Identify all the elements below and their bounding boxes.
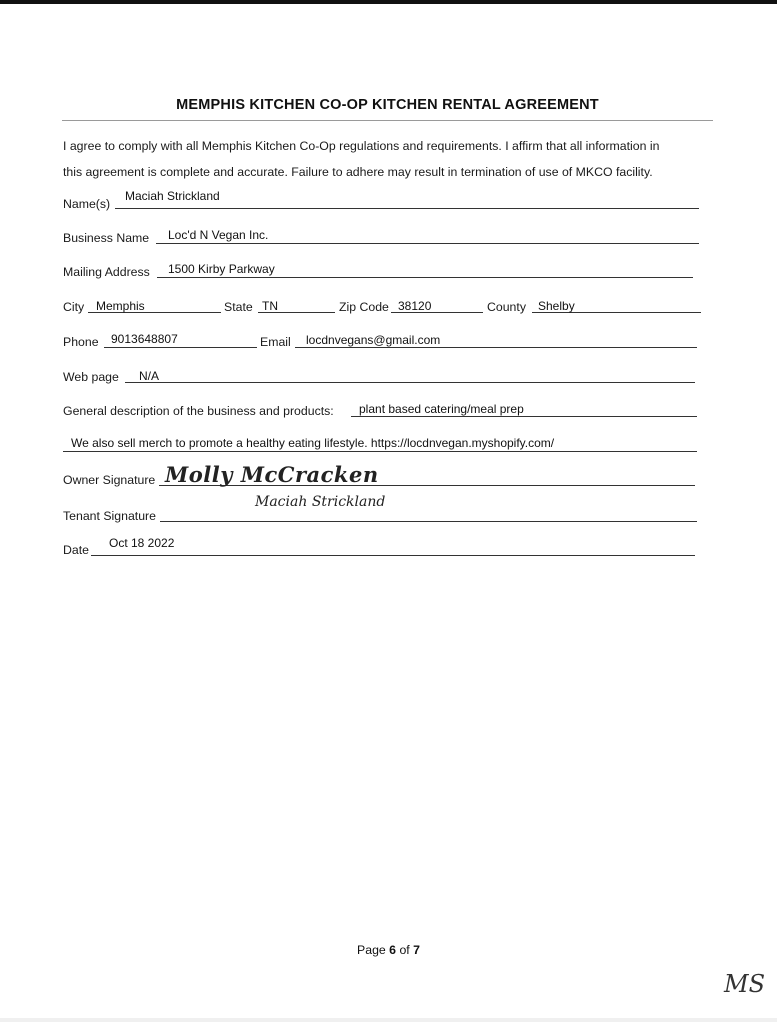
page-number xyxy=(0,943,777,957)
date-row xyxy=(63,536,713,562)
state-label: State xyxy=(224,300,253,314)
owner-signature[interactable]: Molly McCracken xyxy=(165,462,379,487)
tenant-signature-row xyxy=(63,494,713,528)
email-value[interactable]: locdnvegans@gmail.com xyxy=(306,333,441,347)
names-value[interactable]: Maciah Strickland xyxy=(125,189,220,203)
email-line xyxy=(295,347,697,348)
description-continued-row xyxy=(63,435,713,457)
description-value[interactable]: plant based catering/meal prep xyxy=(359,402,524,416)
phone-label: Phone xyxy=(63,335,99,349)
names-line xyxy=(115,208,699,209)
web-line xyxy=(125,382,695,383)
zip-value[interactable]: 38120 xyxy=(398,299,432,313)
zip-label: Zip Code xyxy=(339,300,389,314)
handwritten-initials: MS xyxy=(724,970,766,998)
business-row xyxy=(63,228,713,250)
document-title: MEMPHIS KITCHEN CO-OP KITCHEN RENTAL AGREEMENT xyxy=(176,97,599,113)
title-divider xyxy=(62,120,713,121)
description-row xyxy=(63,401,713,423)
page-of: of xyxy=(399,943,410,957)
tenant-signature-label: Tenant Signature xyxy=(63,509,156,523)
description-line xyxy=(351,416,697,417)
county-label: County xyxy=(487,300,526,314)
state-value[interactable]: TN xyxy=(262,299,278,313)
agreement-intro xyxy=(63,133,713,185)
web-value[interactable]: N/A xyxy=(139,369,160,383)
mailing-value[interactable]: 1500 Kirby Parkway xyxy=(168,262,275,276)
date-line xyxy=(91,555,695,556)
tenant-signature[interactable]: Maciah Strickland xyxy=(255,494,386,510)
mailing-row xyxy=(63,262,713,284)
page-prefix: Page xyxy=(357,943,386,957)
city-label: City xyxy=(63,300,85,314)
date-value[interactable]: Oct 18 2022 xyxy=(109,536,175,550)
top-edge-bar xyxy=(0,0,777,4)
address-details-row xyxy=(63,297,713,319)
names-label: Name(s) xyxy=(63,197,111,211)
names-row xyxy=(63,189,713,216)
phone-line xyxy=(104,347,257,348)
mailing-label: Mailing Address xyxy=(63,265,150,279)
contact-row xyxy=(63,332,713,354)
phone-value[interactable]: 9013648807 xyxy=(111,332,178,346)
owner-signature-label: Owner Signature xyxy=(63,473,156,487)
description-continued-line xyxy=(63,451,697,452)
description-continued-value[interactable]: We also sell merch to promote a healthy eating lifestyle. https://locdnvegan.myshopify.com/ xyxy=(71,436,555,450)
intro-line-2: this agreement is complete and accurate. Failure to adhere may result in termination of use of MKCO facility. xyxy=(63,165,653,179)
description-label: General description of the business and products: xyxy=(63,404,334,418)
owner-signature-row xyxy=(63,462,713,492)
intro-line-1: I agree to comply with all Memphis Kitchen Co-Op regulations and requirements. I affirm that all information in xyxy=(63,139,660,153)
city-value[interactable]: Memphis xyxy=(96,299,145,313)
bottom-edge-bar xyxy=(0,1018,777,1022)
web-row xyxy=(63,367,713,389)
web-label: Web page xyxy=(63,370,119,384)
date-label: Date xyxy=(63,543,89,557)
business-value[interactable]: Loc'd N Vegan Inc. xyxy=(168,228,269,242)
tenant-signature-line xyxy=(160,521,697,522)
mailing-line xyxy=(157,277,693,278)
business-label: Business Name xyxy=(63,231,150,245)
county-value[interactable]: Shelby xyxy=(538,299,575,313)
email-label: Email xyxy=(260,335,291,349)
page-total: 7 xyxy=(413,943,420,957)
business-line xyxy=(156,243,699,244)
page-current: 6 xyxy=(389,943,397,957)
